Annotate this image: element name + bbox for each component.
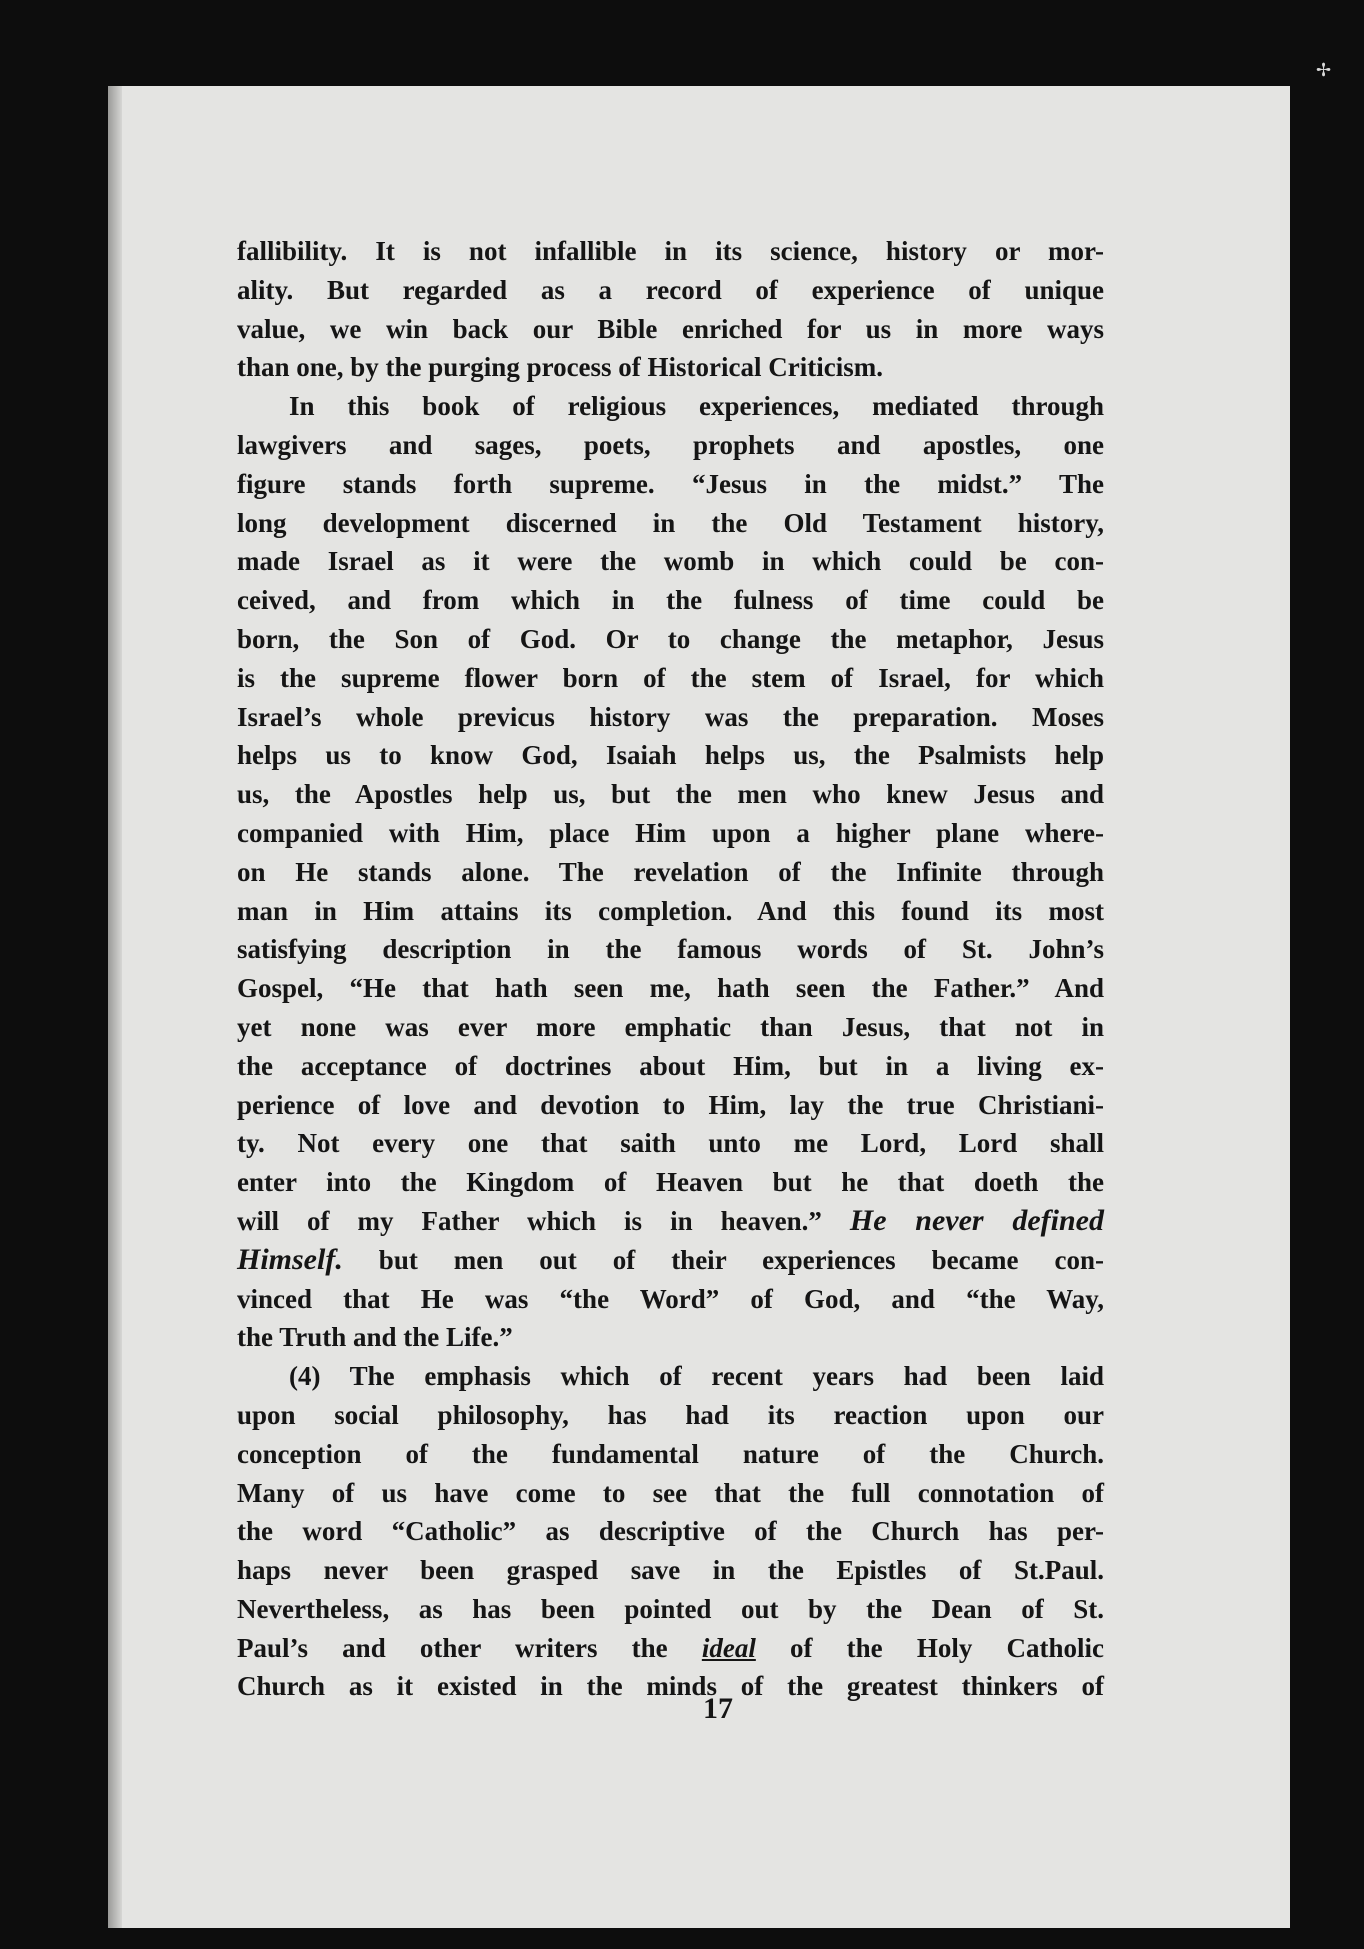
- paragraph-2: [237, 387, 1104, 1357]
- text-line: ality. But regarded as a record of experience of unique: [237, 274, 1104, 305]
- text-line: than one, by the purging process of Historical Criticism.: [237, 352, 883, 383]
- text-line: Church as it existed in the minds of the greatest thinkers of: [237, 1671, 1104, 1702]
- text-line: made Israel as it were the womb in which could be con-: [237, 546, 1104, 577]
- text-line: enter into the Kingdom of Heaven but he that doeth the: [237, 1167, 1104, 1198]
- text-line: vinced that He was “the Word” of God, and “the Way,: [237, 1283, 1104, 1314]
- text-line: upon social philosophy, has had its reaction upon our: [237, 1399, 1104, 1430]
- emphasis-text: He never defined: [849, 1203, 1104, 1237]
- text-line: satisfying description in the famous words of St. John’s: [237, 934, 1104, 965]
- text-line: (4) The emphasis which of recent years had been laid: [289, 1361, 1104, 1392]
- text-line: companied with Him, place Him upon a higher plane where-: [237, 817, 1104, 848]
- text-line: value, we win back our Bible enriched for us in more ways: [237, 313, 1104, 344]
- text-line: ceived, and from which in the fulness of time could be: [237, 585, 1104, 616]
- text-line: perience of love and devotion to Him, lay the true Christiani-: [237, 1089, 1104, 1120]
- text-line: [237, 1629, 1104, 1668]
- text-line: the Truth and the Life.”: [237, 1322, 513, 1353]
- text-line: long development discerned in the Old Testament history,: [237, 507, 1104, 538]
- text-line: born, the Son of God. Or to change the metaphor, Jesus: [237, 623, 1104, 654]
- text-fragment: Paul’s and other writers the: [237, 1632, 702, 1663]
- text-line: helps us to know God, Isaiah helps us, the Psalmists help: [237, 740, 1104, 771]
- emphasis-text: Himself.: [237, 1242, 343, 1276]
- text-line: the acceptance of doctrines about Him, but in a living ex-: [237, 1050, 1104, 1081]
- text-line: Israel’s whole previcus history was the preparation. Moses: [237, 701, 1104, 732]
- text-line: Many of us have come to see that the full connotation of: [237, 1477, 1104, 1508]
- book-page: [108, 86, 1290, 1928]
- text-line: figure stands forth supreme. “Jesus in the midst.” The: [237, 468, 1104, 499]
- page-gutter-shadow: [108, 86, 122, 1928]
- text-line: In this book of religious experiences, mediated through: [289, 391, 1104, 422]
- scan-corner-mark-icon: ✢: [1316, 60, 1332, 81]
- paragraph-3: [237, 1357, 1104, 1706]
- text-fragment: but men out of their experiences became con-: [342, 1244, 1104, 1275]
- text-line: the word “Catholic” as descriptive of the Church has per-: [237, 1516, 1104, 1547]
- body-text: [237, 232, 1104, 1706]
- text-line: ty. Not every one that saith unto me Lord, Lord shall: [237, 1128, 1104, 1159]
- text-line: haps never been grasped save in the Epistles of St.Paul.: [237, 1555, 1104, 1586]
- text-line: Nevertheless, as has been pointed out by the Dean of St.: [237, 1593, 1104, 1624]
- text-line: man in Him attains its completion. And this found its most: [237, 895, 1104, 926]
- text-fragment: of the Holy Catholic: [755, 1632, 1104, 1663]
- text-fragment: will of my Father which is in heaven.”: [237, 1205, 850, 1236]
- text-line: [237, 1202, 1104, 1241]
- text-line: Gospel, “He that hath seen me, hath seen the Father.” And: [237, 973, 1104, 1004]
- paragraph-1: [237, 232, 1104, 387]
- text-line: on He stands alone. The revelation of the Infinite through: [237, 856, 1104, 887]
- text-line: yet none was ever more emphatic than Jesus, that not in: [237, 1011, 1104, 1042]
- text-line: is the supreme flower born of the stem of Israel, for which: [237, 662, 1104, 693]
- emphasis-text: ideal: [701, 1632, 756, 1663]
- text-line: conception of the fundamental nature of the Church.: [237, 1438, 1104, 1469]
- page-number: 17: [703, 1692, 733, 1725]
- text-line: [237, 1241, 1104, 1280]
- text-line: fallibility. It is not infallible in its science, history or mor-: [237, 236, 1104, 266]
- text-line: us, the Apostles help us, but the men who knew Jesus and: [237, 779, 1104, 810]
- text-line: lawgivers and sages, poets, prophets and apostles, one: [237, 429, 1104, 460]
